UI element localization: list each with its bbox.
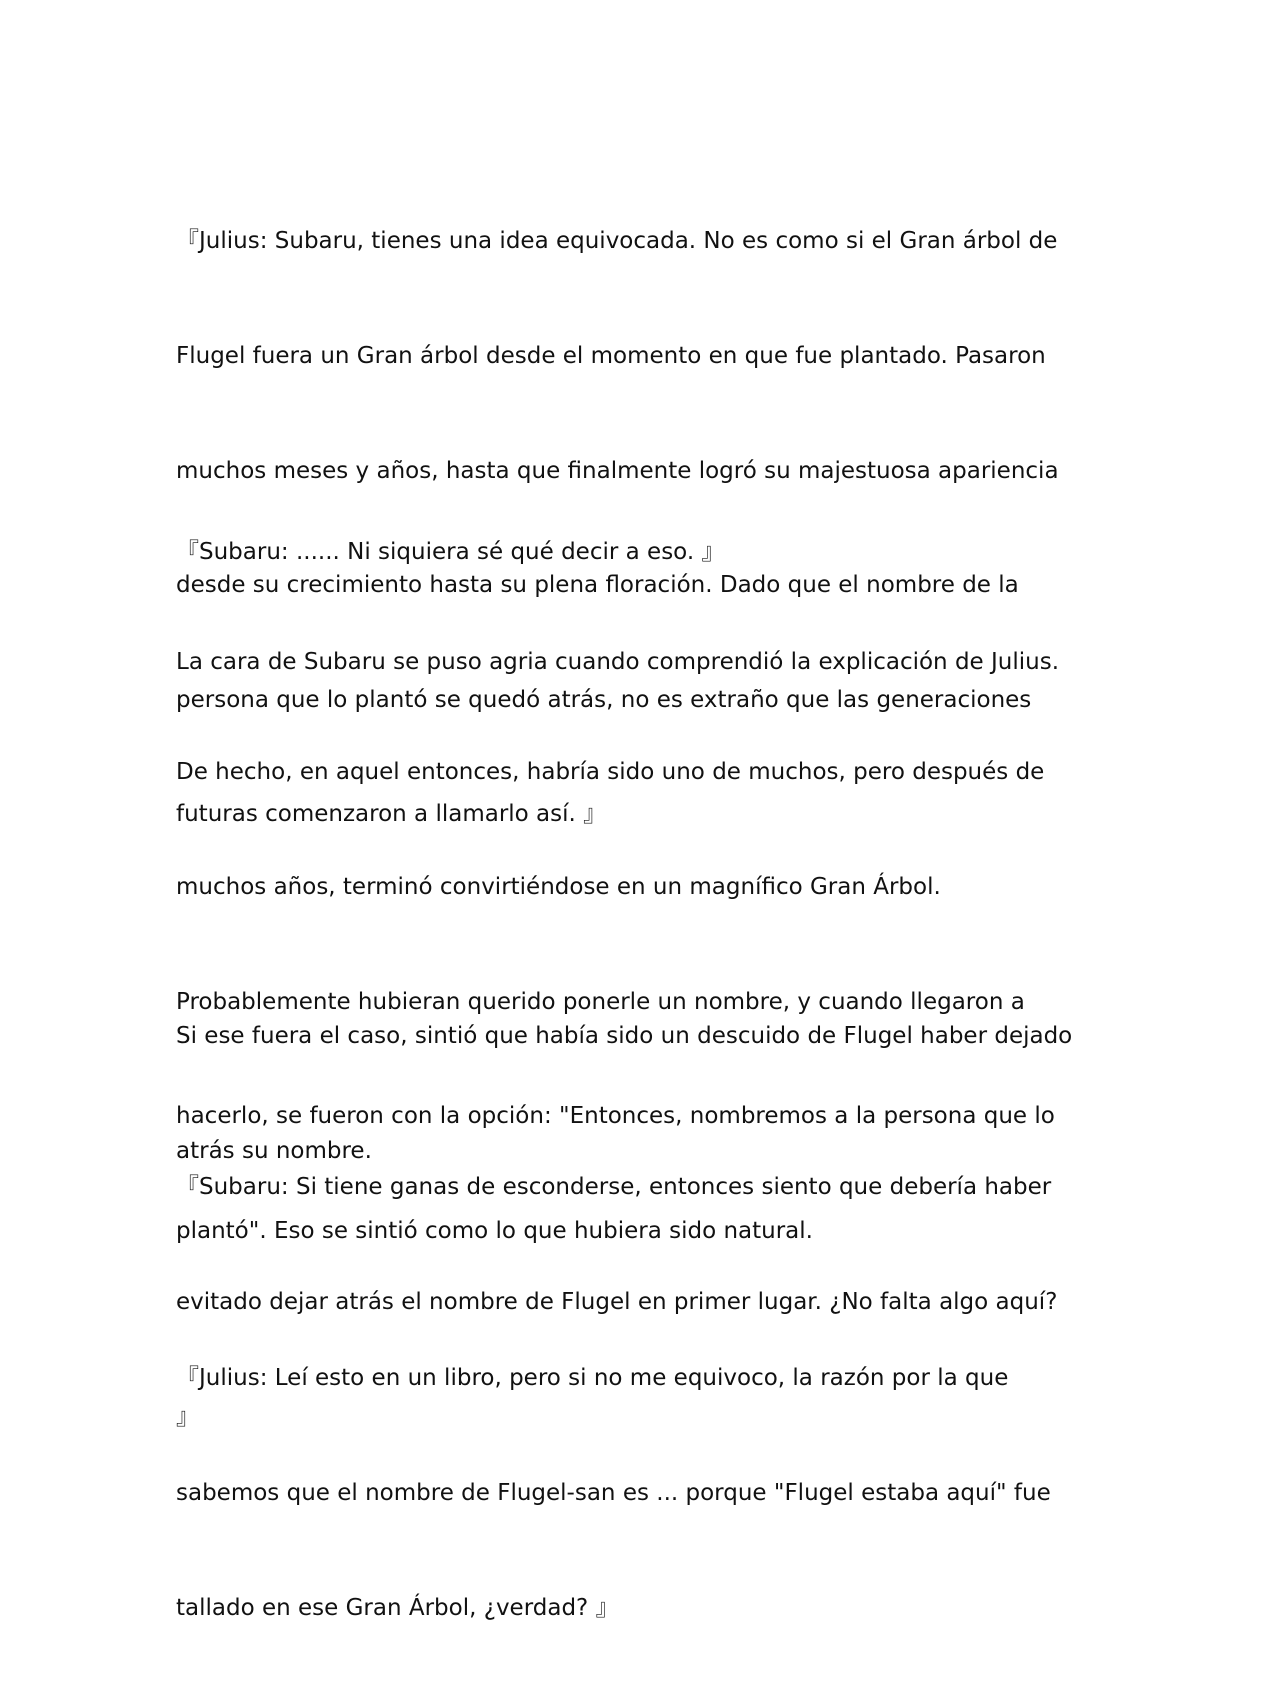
text-line: Probablemente hubieran querido ponerle un nombre, y cuando llegaron a (176, 988, 1025, 1015)
text-line: Flugel fuera un Gran árbol desde el momento en que fue plantado. Pasaron (176, 343, 1046, 370)
text-line: sabemos que el nombre de Flugel-san es ... porque "Flugel estaba aquí" fue (176, 1480, 1051, 1507)
text-line: desde su crecimiento hasta su plena floración. Dado que el nombre de la (176, 572, 1019, 599)
text-line: hacerlo, se fueron con la opción: "Entonces, nombremos a la persona que lo (176, 1103, 1055, 1130)
text-line: La cara de Subaru se puso agria cuando comprendió la explicación de Julius. (176, 649, 1060, 676)
text-line: muchos meses y años, hasta que finalmente logró su majestuosa apariencia (176, 457, 1059, 484)
text-line: 『Julius: Leí esto en un libro, pero si no me equivoco, la razón por la que (176, 1365, 1009, 1392)
paragraph-julius-dialogue-2 (176, 1283, 1096, 1703)
text-line: Si ese fuera el caso, sintió que había sido un descuido de Flugel haber dejado (176, 1023, 1073, 1050)
text-line: 『Subaru: ...... Ni siquiera sé qué decir a eso. 』 (176, 539, 725, 566)
text-line: 『Subaru: Si tiene ganas de esconderse, entonces siento que debería haber (176, 1174, 1052, 1201)
text-line: 』 (176, 1403, 199, 1430)
text-line: plantó". Eso se sintió como lo que hubiera sido natural. (176, 1217, 813, 1244)
text-line: persona que lo plantó se quedó atrás, no es extraño que las generaciones (176, 686, 1032, 713)
text-line: atrás su nombre. (176, 1138, 372, 1165)
text-line: futuras comenzaron a llamarlo así. 』 (176, 801, 607, 828)
text-line: muchos años, terminó convirtiéndose en un magnífico Gran Árbol. (176, 874, 941, 901)
text-line: tallado en ese Gran Árbol, ¿verdad? 』 (176, 1594, 619, 1621)
text-line: 『Julius: Subaru, tienes una idea equivocada. No es como si el Gran árbol de (176, 228, 1058, 255)
text-line: De hecho, en aquel entonces, habría sido uno de muchos, pero después de (176, 759, 1045, 786)
text-line: evitado dejar atrás el nombre de Flugel en primer lugar. ¿No falta algo aquí? (176, 1289, 1058, 1316)
